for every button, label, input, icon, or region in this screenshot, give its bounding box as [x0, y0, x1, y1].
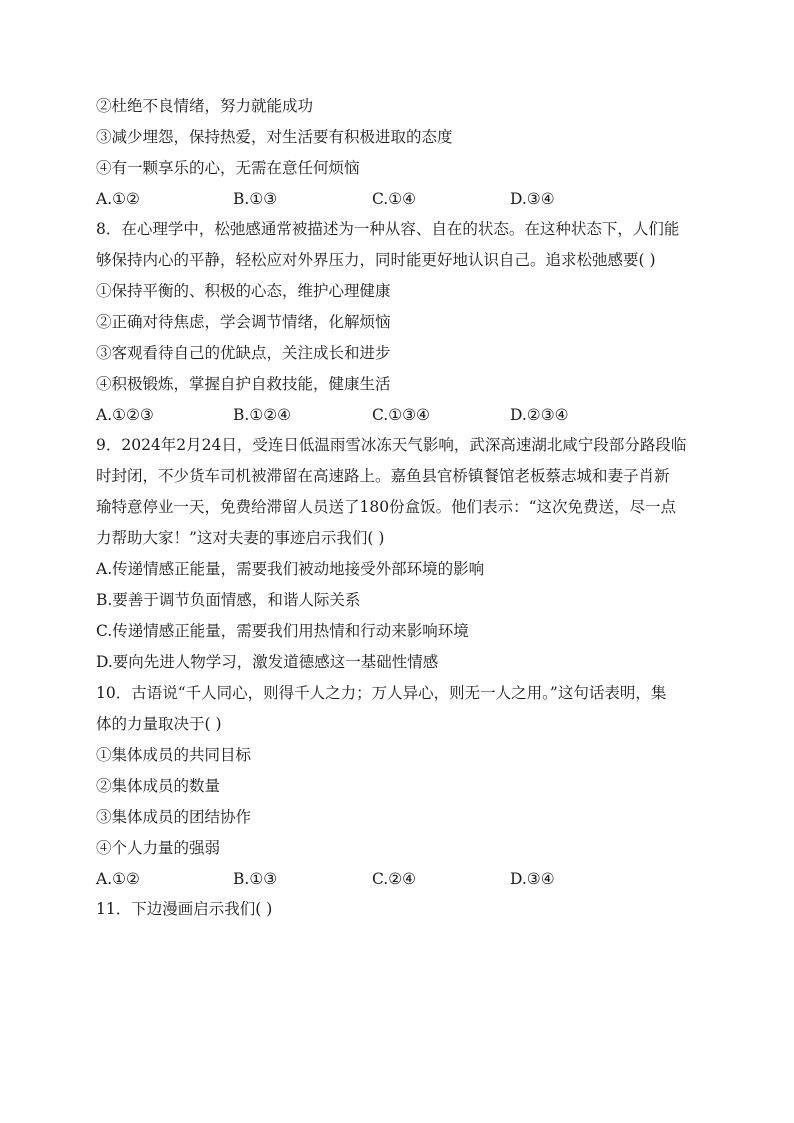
q9-stem-line-3: 瑜特意停业一天，免费给滞留人员送了180份盒饭。他们表示：“这次免费送，尽一点 [96, 498, 677, 516]
q7-item-2: ②杜绝不良情绪，努力就能成功 [96, 97, 314, 115]
q8-item-2: ②正确对待焦虑，学会调节情绪，化解烦恼 [96, 313, 391, 331]
q7-item-4: ④有一颗享乐的心，无需在意任何烦恼 [96, 159, 360, 177]
q8-stem-line-1: 8．在心理学中，松弛感通常被描述为一种从容、自在的状态。在这种状态下，人们能 [96, 220, 680, 238]
q10-option-a: A.①② [96, 870, 140, 888]
q9-choice-d: D.要向先进人物学习，激发道德感这一基础性情感 [96, 653, 439, 671]
q8-item-3: ③客观看待自己的优缺点，关注成长和进步 [96, 344, 391, 362]
q10-option-b: B.①③ [233, 870, 278, 888]
q10-item-4: ④个人力量的强弱 [96, 839, 221, 857]
q10-option-c: C.②④ [372, 870, 417, 888]
q10-stem-line-2: 体的力量取决于( ) [96, 715, 222, 733]
q8-stem-line-2: 够保持内心的平静，轻松应对外界压力，同时能更好地认识自己。追求松弛感要( ) [96, 251, 656, 269]
q10-item-2: ②集体成员的数量 [96, 777, 221, 795]
q7-option-d: D.③④ [510, 190, 555, 208]
q10-option-d: D.③④ [510, 870, 555, 888]
q8-option-c: C.①③④ [372, 406, 430, 424]
q8-item-4: ④积极锻炼，掌握自护自救技能，健康生活 [96, 375, 391, 393]
q10-item-3: ③集体成员的团结协作 [96, 808, 252, 826]
q7-option-a: A.①② [96, 190, 140, 208]
q9-choice-b: B.要善于调节负面情感，和谐人际关系 [96, 591, 361, 609]
q10-stem-line-1: 10．古语说“千人同心，则得千人之力；万人异心，则无一人之用。”这句话表明，集 [96, 684, 667, 702]
q8-item-1: ①保持平衡的、积极的心态，维护心理健康 [96, 282, 391, 300]
q9-choice-c: C.传递情感正能量，需要我们用热情和行动来影响环境 [96, 622, 469, 640]
q7-option-c: C.①④ [372, 190, 417, 208]
q11-stem: 11．下边漫画启示我们( ) [96, 900, 273, 918]
q9-stem-line-1: 9．2024年2月24日，受连日低温雨雪冰冻天气影响，武深高速湖北咸宁段部分路段临 [96, 436, 687, 454]
q8-option-b: B.①②④ [233, 406, 292, 424]
q9-stem-line-2: 时封闭，不少货车司机被滞留在高速路上。嘉鱼县官桥镇餐馆老板蔡志城和妻子肖新 [96, 467, 670, 485]
q7-option-b: B.①③ [233, 190, 278, 208]
q8-option-d: D.②③④ [510, 406, 569, 424]
q7-item-3: ③减少埋怨，保持热爱，对生活要有积极进取的态度 [96, 128, 453, 146]
q10-item-1: ①集体成员的共同目标 [96, 746, 252, 764]
q9-stem-line-4: 力帮助大家！”这对夫妻的事迹启示我们( ) [96, 529, 385, 547]
q8-option-a: A.①②③ [96, 406, 154, 424]
q9-choice-a: A.传递情感正能量，需要我们被动地接受外部环境的影响 [96, 560, 485, 578]
